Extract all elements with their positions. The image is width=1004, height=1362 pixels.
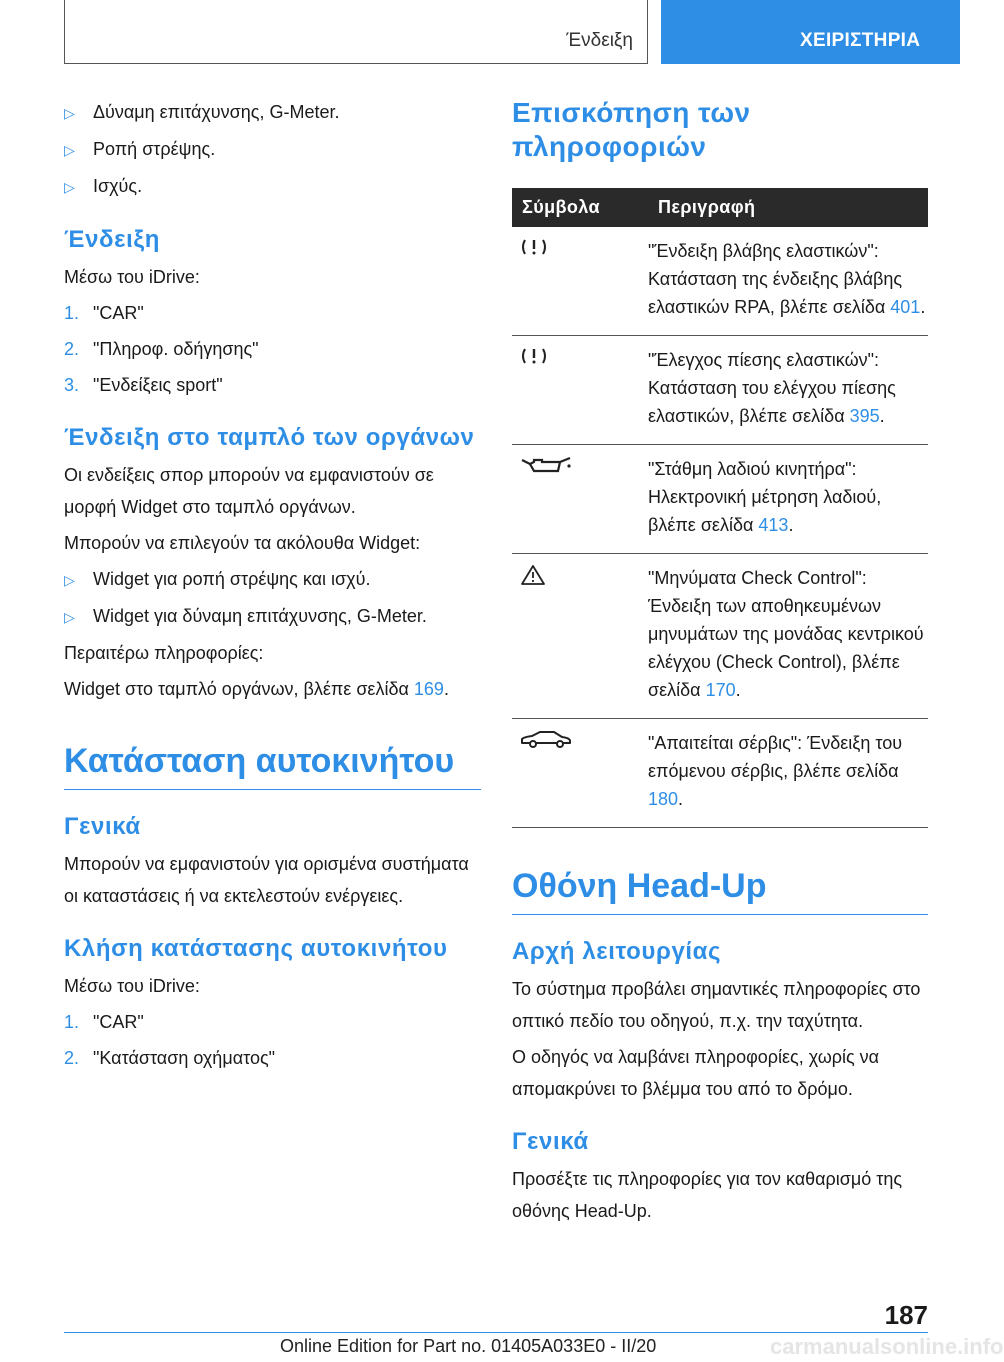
symbols-table <box>512 188 928 828</box>
paragraph: Οι ενδείξεις σπορ μπορούν να εμφανιστούν σε μορφή Widget στο ταμπλό οργάνων. <box>64 465 434 517</box>
heading-endeixi-tablo: Ένδειξη στο ταμπλό των οργάνων <box>64 424 475 451</box>
triangle-bullet-icon: ▷ <box>64 142 75 158</box>
list-item: 1. "CAR" <box>64 1012 144 1032</box>
footer-divider <box>64 1332 928 1333</box>
heading-vehicle-status: Κατάσταση αυτοκινήτου <box>64 741 481 790</box>
list-item: ▷ Ροπή στρέψης. <box>64 133 481 166</box>
list-item: 1. "CAR" <box>64 303 144 323</box>
triangle-bullet-icon: ▷ <box>64 105 75 121</box>
tire-pressure-icon <box>520 346 548 366</box>
paragraph: Προσέξτε τις πληροφορίες για τον καθαρισμό της οθόνης Head-Up. <box>512 1169 903 1221</box>
table-row: "Απαιτείται σέρβις": Ένδειξη του επόμενου σέρβις, βλέπε σελίδα 180. <box>512 719 928 828</box>
warning-triangle-icon <box>520 564 546 586</box>
triangle-bullet-icon: ▷ <box>64 572 75 588</box>
page-link[interactable]: 395 <box>849 406 880 426</box>
watermark: carmanualsonline.info <box>770 1334 1004 1359</box>
heading-head-up-display: Οθόνη Head-Up <box>512 866 928 915</box>
heading-endeixi: Ένδειξη <box>64 226 160 253</box>
heading-overview: Επισκόπηση των πληροφοριών <box>512 97 751 162</box>
paragraph: Ο οδηγός να λαμβάνει πληροφορίες, χωρίς να απομακρύνει το βλέμμα του από το δρόμο. <box>512 1047 880 1099</box>
header-section-title: Ένδειξη <box>64 0 648 64</box>
paragraph: Μέσω του iDrive: <box>64 976 200 996</box>
paragraph: Μέσω του iDrive: <box>64 267 200 287</box>
paragraph: Μπορούν να επιλεγούν τα ακόλουθα Widget: <box>64 533 421 553</box>
page-link[interactable]: 401 <box>890 297 921 317</box>
heading-call-status: Κλήση κατάστασης αυτοκινήτου <box>64 935 448 962</box>
table-row: "Μηνύματα Check Control": Ένδειξη των αποθηκευμένων μηνυμάτων της μονάδας κεντρικού ελέγχου (Check Control), βλέπε σελίδα 170. <box>512 554 928 719</box>
table-header-symbols: Σύμβολα <box>512 188 648 227</box>
heading-general: Γενικά <box>64 813 141 840</box>
page-link[interactable]: 169 <box>413 679 444 699</box>
left-column <box>64 96 481 1078</box>
page-number: 187 <box>884 1300 928 1330</box>
list-item: 2. "Πληροφ. οδήγησης" <box>64 339 259 359</box>
paragraph: Το σύστημα προβάλει σημαντικές πληροφορίες στο οπτικό πεδίο του οδηγού, π.χ. την ταχύτητα. <box>512 979 921 1031</box>
heading-principle: Αρχή λειτουργίας <box>512 938 722 965</box>
paragraph: Μπορούν να εμφανιστούν για ορισμένα συστήματα οι καταστάσεις ή να εκτελεστούν ενέργειες. <box>64 854 469 906</box>
list-item: 2. "Κατάσταση οχήματος" <box>64 1048 276 1068</box>
table-row: "Ένδειξη βλάβης ελαστικών": Κατάσταση της ένδειξης βλάβης ελαστικών RPA, βλέπε σελίδα 401. <box>512 227 928 336</box>
paragraph: Περαιτέρω πληροφορίες: <box>64 643 264 663</box>
service-car-icon <box>520 729 572 749</box>
page-link[interactable]: 180 <box>648 789 679 809</box>
right-column <box>512 96 928 1231</box>
triangle-bullet-icon: ▷ <box>64 179 75 195</box>
list-item: ▷ Δύναμη επιτάχυνσης, G-Meter. <box>64 96 481 129</box>
page-link[interactable]: 170 <box>705 680 736 700</box>
list-item: ▷ Ισχύς. <box>64 170 481 203</box>
page-link[interactable]: 413 <box>758 515 789 535</box>
triangle-bullet-icon: ▷ <box>64 609 75 625</box>
paragraph: Widget στο ταμπλό οργάνων, βλέπε σελίδα 169. <box>64 679 449 699</box>
list-item: ▷ Widget για δύναμη επιτάχυνσης, G-Meter. <box>64 600 481 633</box>
table-row: "Στάθμη λαδιού κινητήρα": Ηλεκτρονική μέτρηση λαδιού, βλέπε σελίδα 413. <box>512 445 928 554</box>
list-item: ▷ Widget για ροπή στρέψης και ισχύ. <box>64 563 481 596</box>
list-item: 3. "Ενδείξεις sport" <box>64 375 223 395</box>
oil-can-icon <box>520 455 572 475</box>
header-chapter-title: ΧΕΙΡΙΣΤΗΡΙΑ <box>661 0 960 64</box>
footer-edition: Online Edition for Part no. 01405A033E0 - II/20 <box>280 1336 657 1356</box>
heading-general: Γενικά <box>512 1128 589 1155</box>
table-header-description: Περιγραφή <box>648 188 928 227</box>
tire-failure-icon <box>520 237 548 257</box>
table-row: "Έλεγχος πίεσης ελαστικών": Κατάσταση του ελέγχου πίεσης ελαστικών, βλέπε σελίδα 395. <box>512 336 928 445</box>
